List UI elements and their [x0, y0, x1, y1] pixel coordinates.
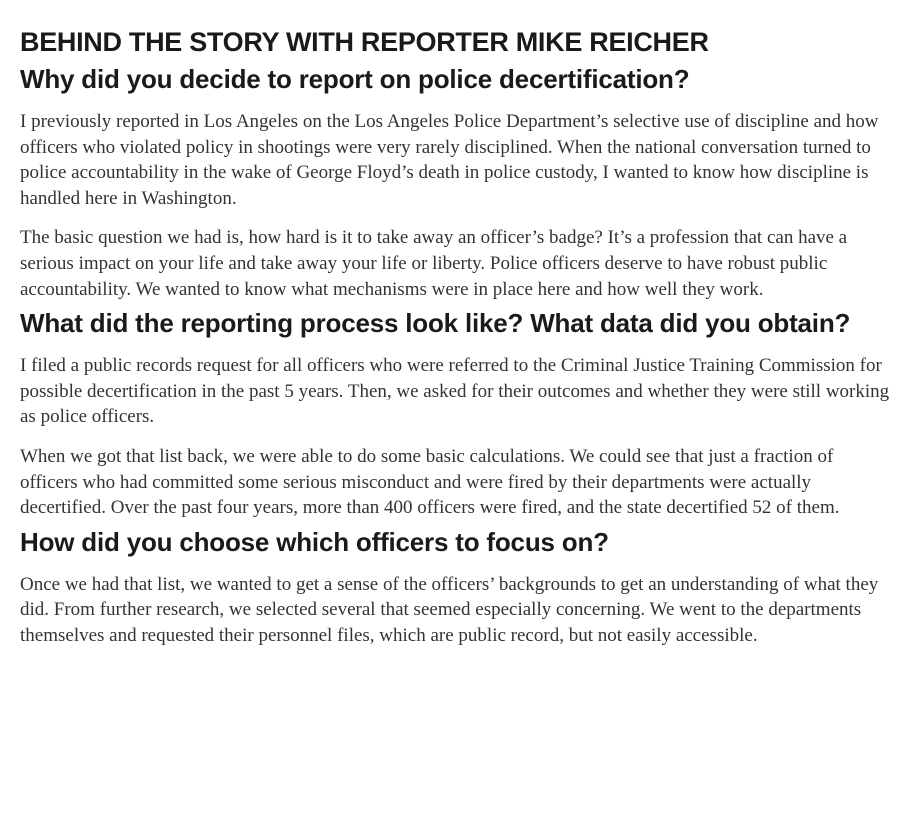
answer-paragraph: Once we had that list, we wanted to get a sense of the officers’ backgrounds to get an understanding of what they did. From further research, we selected several that seemed especially concerning. We went to the departments themselves and requested their personnel files, which are public record, but not easily accessible.	[20, 573, 879, 646]
qa-section-choosing-officers	[20, 527, 890, 649]
question-heading: How did you choose which officers to focus on?	[20, 526, 609, 557]
qa-section-reporting-process	[20, 308, 890, 521]
article-kicker: BEHIND THE STORY WITH REPORTER MIKE REICHER	[20, 27, 709, 57]
answer-paragraph: The basic question we had is, how hard is it to take away an officer’s badge? It’s a profession that can have a serious impact on your life and take away your life or liberty. Police officers deserve to have robust public accountability. We wanted to know what mechanisms were in place here and how well they work.	[20, 227, 848, 300]
answer-paragraph: I previously reported in Los Angeles on the Los Angeles Police Department’s selective use of discipline and how officers who violated policy in shootings were very rarely disciplined. When the national conversation turned to police accountability in the wake of George Floyd’s death in police custody, I wanted to know how discipline is handled here in Washington.	[20, 111, 879, 209]
question-heading: What did the reporting process look like? What data did you obtain?	[20, 308, 851, 339]
answer-paragraph: I filed a public records request for all officers who were referred to the Criminal Justice Training Commission for possible decertification in the past 5 years. Then, we asked for their outcomes and whether they were still working as police officers.	[20, 355, 890, 428]
answer-paragraph: When we got that list back, we were able to do some basic calculations. We could see that just a fraction of officers who had committed some serious misconduct and were fired by their departments were actually decertified. Over the past four years, more than 400 officers were fired, and the state decertified 52 of them.	[20, 445, 840, 519]
qa-section-why-report	[20, 64, 890, 302]
question-heading: Why did you decide to report on police decertification?	[20, 64, 690, 94]
